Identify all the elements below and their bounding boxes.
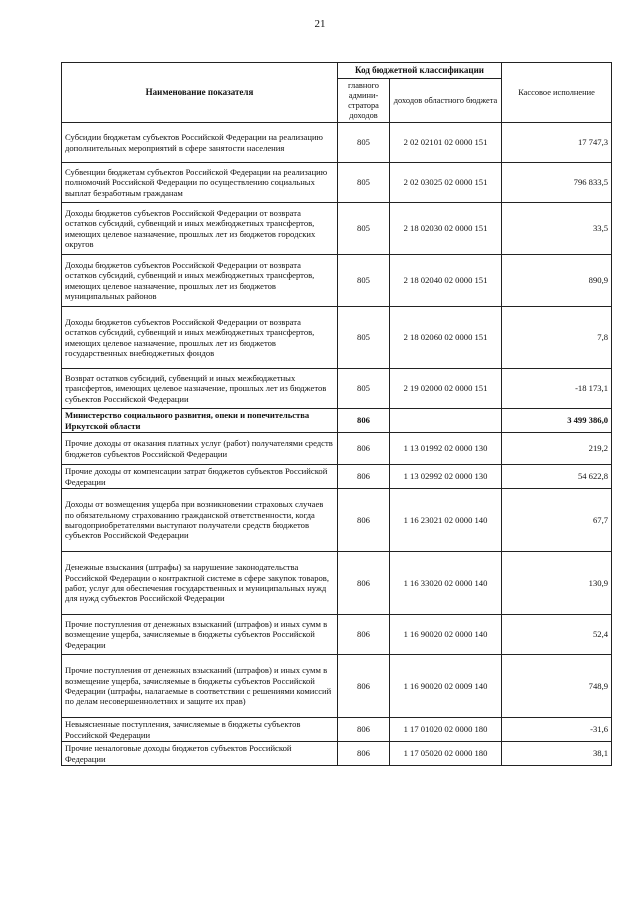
row-administrator-code: 806: [338, 409, 390, 433]
row-administrator-code: 806: [338, 552, 390, 615]
row-income-code: 2 02 02101 02 0000 151: [390, 123, 502, 163]
row-cash-execution: 38,1: [502, 742, 612, 766]
row-administrator-code: 806: [338, 655, 390, 718]
table-row: [62, 489, 612, 552]
row-administrator-code: 806: [338, 742, 390, 766]
row-income-code: 2 02 03025 02 0000 151: [390, 163, 502, 203]
table-row: [62, 465, 612, 489]
page-number: 21: [314, 18, 326, 30]
header-regional-budget-income: доходов областного бюджета: [390, 79, 502, 123]
row-income-code: 2 18 02060 02 0000 151: [390, 307, 502, 369]
table-row: [62, 203, 612, 255]
row-indicator-name: Прочие доходы от компенсации затрат бюджетов субъектов Российской Федерации: [62, 465, 338, 489]
row-indicator-name: Субвенции бюджетам субъектов Российской Федерации на реализацию полномочий Российской Федерации по осуществлению социальных выплат безработным гражданам: [62, 163, 338, 203]
row-administrator-code: 805: [338, 255, 390, 307]
header-main-administrator: главного админи-стратора доходов: [338, 79, 390, 123]
row-indicator-name: Прочие неналоговые доходы бюджетов субъектов Российской Федерации: [62, 742, 338, 766]
row-cash-execution: 54 622,8: [502, 465, 612, 489]
row-income-code: 1 13 02992 02 0000 130: [390, 465, 502, 489]
row-cash-execution: 219,2: [502, 433, 612, 465]
table-row: [62, 163, 612, 203]
table-row: [62, 307, 612, 369]
row-indicator-name: Доходы от возмещения ущерба при возникновении страховых случаев по обязательному страхованию гражданской ответственности, когда выгодоприобретателями выступают получатели средств бюджетов субъектов Российской Федерации: [62, 489, 338, 552]
row-cash-execution: -31,6: [502, 718, 612, 742]
header-classification-code: Код бюджетной классификации: [338, 63, 502, 79]
row-administrator-code: 806: [338, 615, 390, 655]
table-row: [62, 718, 612, 742]
row-cash-execution: -18 173,1: [502, 369, 612, 409]
row-cash-execution: 890,9: [502, 255, 612, 307]
row-cash-execution: 52,4: [502, 615, 612, 655]
table-row: [62, 655, 612, 718]
row-administrator-code: 806: [338, 489, 390, 552]
row-income-code: 2 18 02040 02 0000 151: [390, 255, 502, 307]
row-administrator-code: 806: [338, 433, 390, 465]
row-cash-execution: 7,8: [502, 307, 612, 369]
header-indicator-name: Наименование показателя: [62, 63, 338, 123]
row-administrator-code: 805: [338, 203, 390, 255]
row-administrator-code: 805: [338, 123, 390, 163]
row-indicator-name: Субсидии бюджетам субъектов Российской Федерации на реализацию дополнительных мероприятий в сфере занятости населения: [62, 123, 338, 163]
row-income-code: 1 16 33020 02 0000 140: [390, 552, 502, 615]
table-row: [62, 409, 612, 433]
row-indicator-name: Министерство социального развития, опеки и попечительства Иркутской области: [62, 409, 338, 433]
row-indicator-name: Прочие поступления от денежных взысканий (штрафов) и иных сумм в возмещение ущерба, зачисляемые в бюджеты субъектов Российской Федерации: [62, 615, 338, 655]
row-indicator-name: Денежные взыскания (штрафы) за нарушение законодательства Российской Федерации о контрактной системе в сфере закупок товаров, работ, услуг для обеспечения государственных и муниципальных нужд для нужд субъектов Российской Федерации: [62, 552, 338, 615]
row-income-code: 1 17 01020 02 0000 180: [390, 718, 502, 742]
row-indicator-name: Невыясненные поступления, зачисляемые в бюджеты субъектов Российской Федерации: [62, 718, 338, 742]
row-administrator-code: 805: [338, 163, 390, 203]
row-cash-execution: 67,7: [502, 489, 612, 552]
row-cash-execution: 748,9: [502, 655, 612, 718]
row-income-code: [390, 409, 502, 433]
table-row: [62, 615, 612, 655]
table-row: [62, 255, 612, 307]
table-row: [62, 369, 612, 409]
row-administrator-code: 805: [338, 307, 390, 369]
budget-revenue-table: [61, 62, 612, 766]
row-administrator-code: 805: [338, 369, 390, 409]
row-income-code: 1 17 05020 02 0000 180: [390, 742, 502, 766]
header-cash-execution: Кассовое исполнение: [502, 63, 612, 123]
row-indicator-name: Доходы бюджетов субъектов Российской Федерации от возврата остатков субсидий, субвенций и иных межбюджетных трансфертов, имеющих целевое назначение, прошлых лет из бюджетов государственных внебюджетных фондов: [62, 307, 338, 369]
row-indicator-name: Доходы бюджетов субъектов Российской Федерации от возврата остатков субсидий, субвенций и иных межбюджетных трансфертов, имеющих целевое назначение, прошлых лет из бюджетов городских округов: [62, 203, 338, 255]
row-indicator-name: Возврат остатков субсидий, субвенций и иных межбюджетных трансфертов, имеющих целевое назначение, прошлых лет из бюджетов субъектов Российской Федерации: [62, 369, 338, 409]
row-income-code: 1 16 23021 02 0000 140: [390, 489, 502, 552]
table-row: [62, 742, 612, 766]
row-income-code: 1 16 90020 02 0000 140: [390, 615, 502, 655]
row-indicator-name: Доходы бюджетов субъектов Российской Федерации от возврата остатков субсидий, субвенций и иных межбюджетных трансфертов, имеющих целевое назначение, прошлых лет из бюджетов муниципальных районов: [62, 255, 338, 307]
table-row: [62, 123, 612, 163]
row-income-code: 2 18 02030 02 0000 151: [390, 203, 502, 255]
table-row: [62, 433, 612, 465]
table-row: [62, 552, 612, 615]
row-cash-execution: 796 833,5: [502, 163, 612, 203]
row-indicator-name: Прочие доходы от оказания платных услуг (работ) получателями средств бюджетов субъектов Российской Федерации: [62, 433, 338, 465]
row-indicator-name: Прочие поступления от денежных взысканий (штрафов) и иных сумм в возмещение ущерба, зачисляемые в бюджеты субъектов Российской Федерации (штрафы, налагаемые в соответствии с решениями комиссий по делам несовершеннолетних и защите их прав): [62, 655, 338, 718]
row-cash-execution: 130,9: [502, 552, 612, 615]
row-cash-execution: 17 747,3: [502, 123, 612, 163]
row-income-code: 1 13 01992 02 0000 130: [390, 433, 502, 465]
row-administrator-code: 806: [338, 465, 390, 489]
row-cash-execution: 33,5: [502, 203, 612, 255]
row-income-code: 1 16 90020 02 0009 140: [390, 655, 502, 718]
row-income-code: 2 19 02000 02 0000 151: [390, 369, 502, 409]
row-administrator-code: 806: [338, 718, 390, 742]
row-cash-execution: 3 499 386,0: [502, 409, 612, 433]
